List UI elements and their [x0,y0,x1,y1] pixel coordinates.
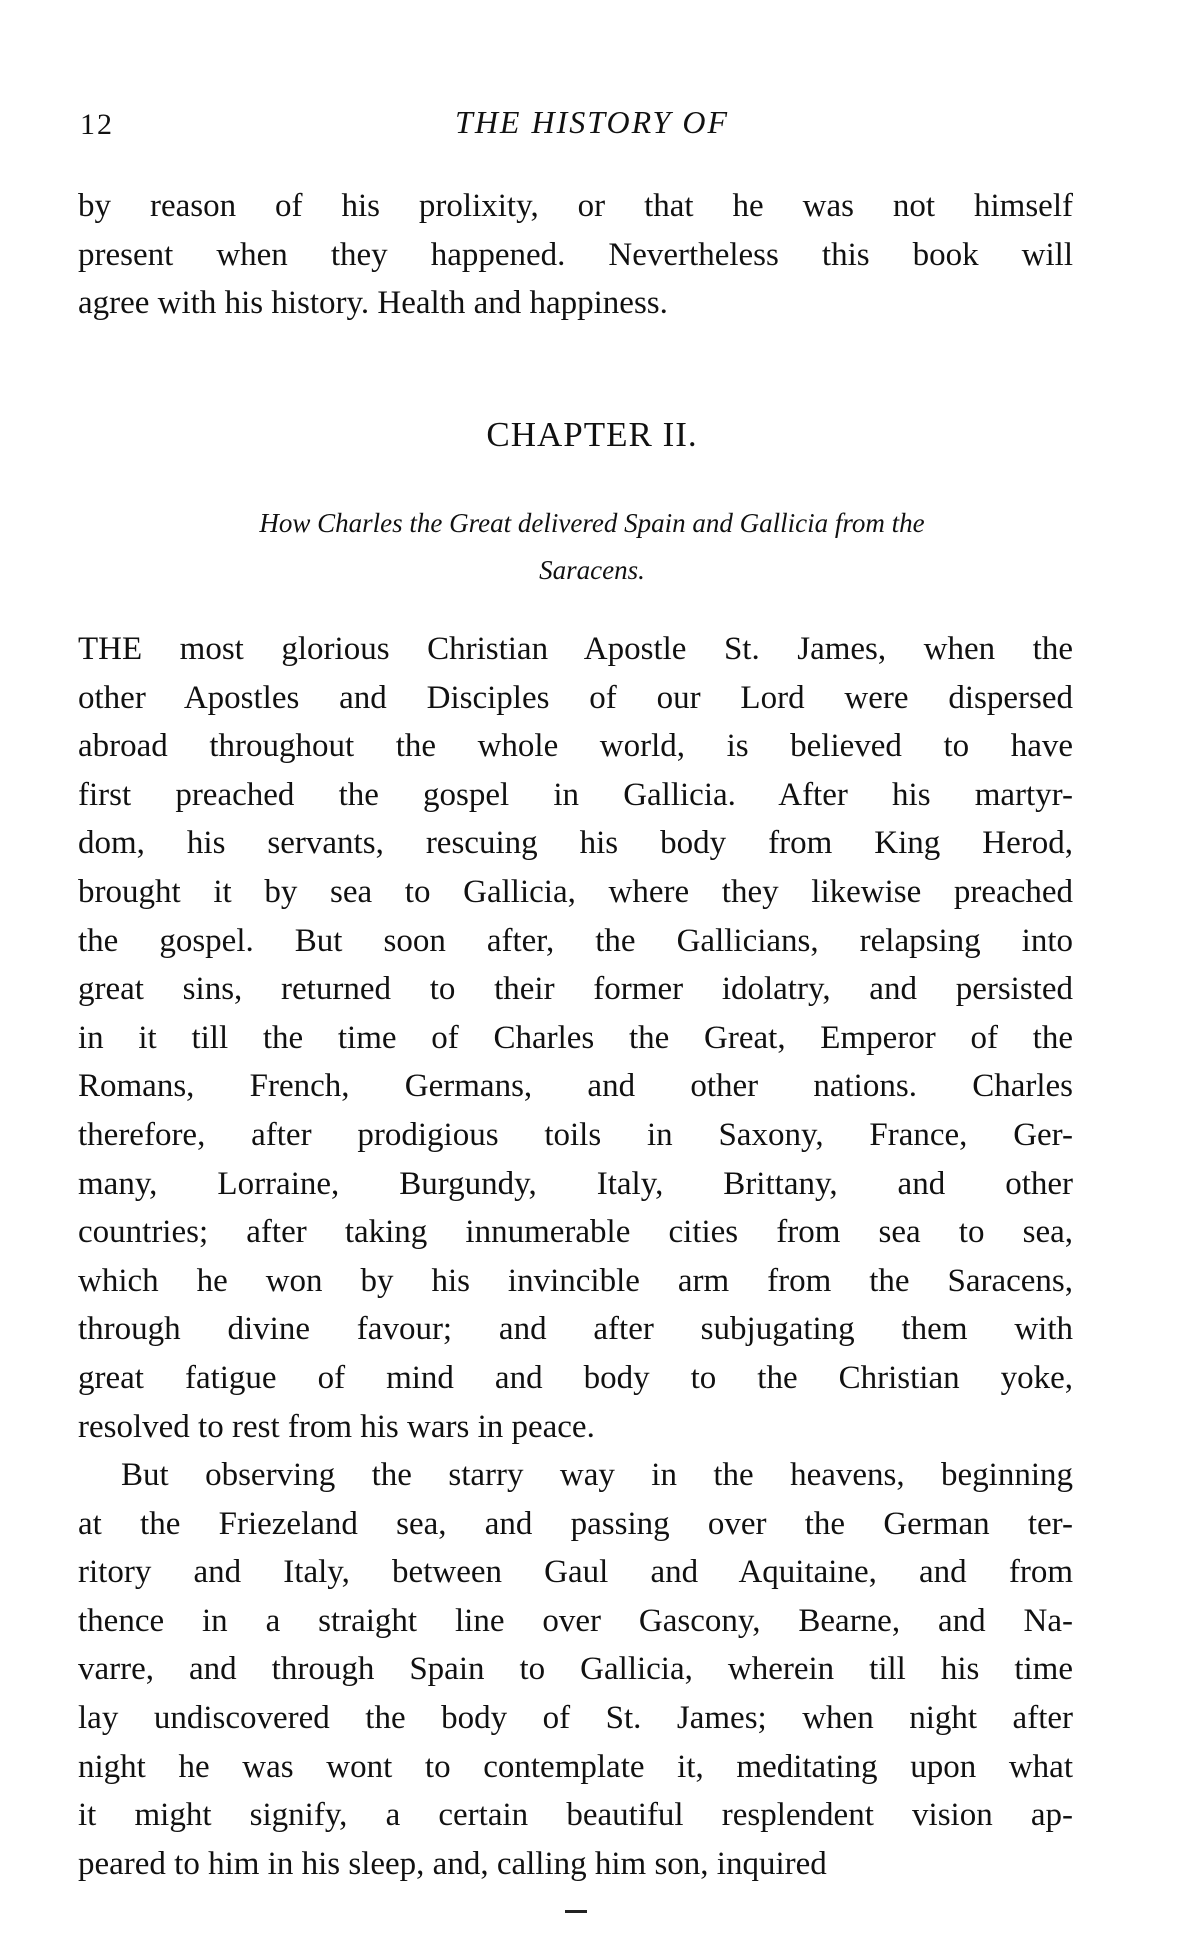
text-line: ritory and Italy, between Gaul and Aquitaine, and from [78,1554,1073,1591]
subtitle-line: How Charles the Great delivered Spain and Gallicia from the [259,508,925,538]
text-line: many, Lorraine, Burgundy, Italy, Brittany, and other [78,1165,1073,1202]
text-line: great fatigue of mind and body to the Christian yoke, [78,1359,1073,1396]
chapter-title: CHAPTER II. [486,415,698,454]
text-line: the gospel. But soon after, the Gallicians, relapsing into [78,922,1073,959]
paragraph-2 [78,1451,1073,1888]
chapter-subtitle [0,500,1184,594]
text-line: peared to him in his sleep, and, calling him son, inquired [78,1845,827,1882]
text-line: in it till the time of Charles the Great, Emperor of the [78,1019,1073,1056]
subtitle-line: Saracens. [539,555,645,585]
running-title: THE HISTORY OF [455,104,729,140]
text-line: dom, his servants, rescuing his body from King Herod, [78,825,1073,862]
text-line: therefore, after prodigious toils in Saxony, France, Ger- [78,1116,1073,1153]
text-line: present when they happened. Nevertheless this book will [78,236,1073,273]
paragraph-1 [78,625,1073,1451]
text-line: which he won by his invincible arm from the Saracens, [78,1262,1073,1299]
text-line: countries; after taking innumerable cities from sea to sea, [78,1214,1073,1251]
text-line: it might signify, a certain beautiful resplendent vision ap- [78,1797,1073,1834]
text-line: THE most glorious Christian Apostle St. James, when the [78,631,1073,667]
text-line: agree with his history. Health and happiness. [78,285,668,322]
text-line: brought it by sea to Gallicia, where they likewise preached [78,873,1073,910]
text-line: through divine favour; and after subjugating them with [78,1311,1073,1348]
text-line: varre, and through Spain to Gallicia, wherein till his time [78,1651,1073,1688]
chapter-body [78,625,1073,1888]
continued-paragraph [78,182,1073,328]
text-line: resolved to rest from his wars in peace. [78,1408,595,1445]
text-line: great sins, returned to their former idolatry, and persisted [78,971,1073,1008]
text-line: lay undiscovered the body of St. James; when night after [78,1700,1073,1737]
text-line: at the Friezeland sea, and passing over the German ter- [78,1505,1073,1542]
text-line: But observing the starry way in the heavens, beginning [121,1457,1073,1494]
footer-mark [565,1910,587,1913]
text-line: abroad throughout the whole world, is believed to have [78,728,1073,765]
text-line: thence in a straight line over Gascony, Bearne, and Na- [78,1602,1073,1639]
text-line: first preached the gospel in Gallicia. After his martyr- [78,776,1073,813]
text-line: Romans, French, Germans, and other nations. Charles [78,1068,1073,1105]
page-number: 12 [80,108,114,141]
text-line: other Apostles and Disciples of our Lord were dispersed [78,679,1073,716]
text-line: by reason of his prolixity, or that he was not himself [78,188,1073,224]
text-line: night he was wont to contemplate it, meditating upon what [78,1748,1073,1785]
